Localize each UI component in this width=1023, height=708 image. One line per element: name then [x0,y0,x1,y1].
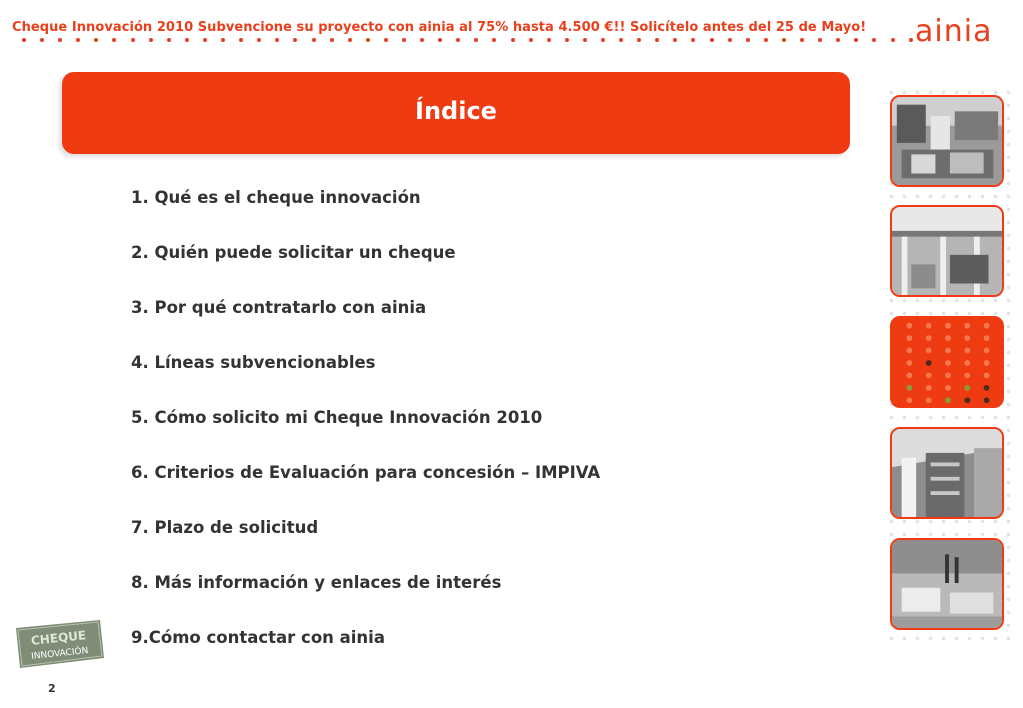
toc-item: 5. Cómo solicito mi Cheque Innovación 2010 [131,408,543,427]
separator-dot [492,38,496,42]
separator-dot [583,38,587,42]
panel-dot [945,360,951,366]
separator-dot [619,38,623,42]
separator-dot [112,38,116,42]
separator-dot [366,38,370,42]
separator-dot [149,38,153,42]
panel-dot [906,360,912,366]
panel-dot [926,373,932,379]
separator-dot [330,38,334,42]
panel-dot [984,335,990,341]
panel-dot [906,348,912,354]
separator-dot [710,38,714,42]
panel-dot [964,373,970,379]
panel-dot [964,323,970,329]
separator-dot [348,38,352,42]
panel-dot [984,360,990,366]
separator-dot [511,38,515,42]
separator-dot [420,38,424,42]
page-number: 2 [48,682,56,695]
panel-dot [945,385,951,391]
panel-dot [926,323,932,329]
ainia-logo: ainia [915,14,993,49]
panel-dot [906,335,912,341]
separator-dot [94,38,98,42]
photo-lab-interior [890,95,1004,187]
toc-item: 6. Criterios de Evaluación para concesión – IMPIVA [131,463,601,482]
separator-dot [221,38,225,42]
toc-item: 3. Por qué contratarlo con ainia [131,298,427,317]
panel-dot [984,348,990,354]
separator-dot [167,38,171,42]
panel-dot [926,335,932,341]
panel-dot [945,397,951,403]
page-title: Índice [415,97,497,125]
separator-dot [312,38,316,42]
panel-dot [964,385,970,391]
cheque-innovacion-badge [12,618,106,670]
separator-dot [456,38,460,42]
separator-dot [691,38,695,42]
separator-dot [746,38,750,42]
separator-dot [764,38,768,42]
separator-dot [601,38,605,42]
panel-dot [926,348,932,354]
separator-dot [854,38,858,42]
panel-dot [964,348,970,354]
separator-dot [22,38,26,42]
separator-dot [637,38,641,42]
badge-line2: INNOVACIÓN [30,646,89,662]
panel-dot [926,397,932,403]
separator-dot [40,38,44,42]
panel-dot [945,348,951,354]
separator-dot [384,38,388,42]
panel-dot [945,335,951,341]
badge-line1: CHEQUE [30,628,87,648]
table-of-contents [131,188,600,683]
toc-item: 7. Plazo de solicitud [131,518,319,537]
separator-dot [438,38,442,42]
photo-lobby [890,538,1004,630]
separator-dot [402,38,406,42]
separator-dot [565,38,569,42]
panel-dot [906,323,912,329]
panel-dot [926,360,932,366]
decorative-dot-panel [890,316,1004,408]
toc-item: 1. Qué es el cheque innovación [131,188,421,207]
separator-dot [275,38,279,42]
separator-dot [818,38,822,42]
separator-dot [185,38,189,42]
photo-building-exterior [890,427,1004,519]
separator-dot [673,38,677,42]
panel-dot [964,335,970,341]
separator-dot [131,38,135,42]
separator-dot [474,38,478,42]
separator-dot [257,38,261,42]
separator-dot [58,38,62,42]
panel-dot [984,323,990,329]
toc-item: 4. Líneas subvencionables [131,353,376,372]
separator-dot [239,38,243,42]
separator-dot [836,38,840,42]
panel-dot [906,397,912,403]
panel-dot [945,373,951,379]
panel-dot [984,397,990,403]
separator-dot [800,38,804,42]
panel-dot [964,397,970,403]
panel-dot [984,373,990,379]
dotted-separator [22,38,927,42]
separator-dot [728,38,732,42]
panel-dot [964,360,970,366]
separator-dot [872,38,876,42]
separator-dot [547,38,551,42]
toc-item: 9.Cómo contactar con ainia [131,628,385,647]
photo-building-atrium [890,205,1004,297]
panel-dot [926,385,932,391]
separator-dot [891,38,895,42]
panel-dot [906,385,912,391]
separator-dot [909,38,913,42]
separator-dot [782,38,786,42]
separator-dot [293,38,297,42]
title-bar [62,72,850,154]
separator-dot [529,38,533,42]
panel-dot [945,323,951,329]
separator-dot [76,38,80,42]
toc-item: 8. Más información y enlaces de interés [131,573,502,592]
panel-dot [984,385,990,391]
toc-item: 2. Quién puede solicitar un cheque [131,243,456,262]
panel-dot [906,373,912,379]
separator-dot [655,38,659,42]
separator-dot [203,38,207,42]
header-banner: Cheque Innovación 2010 Subvencione su proyecto con ainia al 75% hasta 4.500 €!! Solicítelo antes del 25 de Mayo! [12,20,867,35]
